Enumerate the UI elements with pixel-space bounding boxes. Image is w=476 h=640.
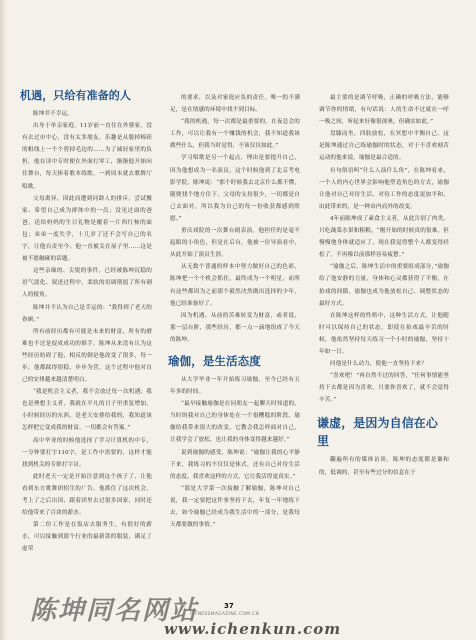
paragraph: “最早接触瑜伽是在同朋友一起聊天时知道的，当时的我对自己的身体处在一个很糟糕的阶段，瑜伽给我带来很大的改变，它教会我怎样面对自己，让我学会了放松，也让我的身体变得越来越好。” — [170, 401, 300, 444]
paragraph: 翻遍所有的媒体访谈，陈坤的态度都是谦和的，低调的，甚至有些过分的信息在于 — [319, 457, 449, 476]
section-heading-opportunity: 机遇，只给有准备的人 — [20, 89, 131, 102]
paragraph: 从无数个普通的样本中努力做好自己的色彩，陈坤把一个个机会抓住，最终成为一个明星，而所有这些都因为之前那个毅然决然做出选择的少年，他已经准备好了。 — [170, 264, 300, 307]
paragraph: 问他是什么动力，使他一直坚持下来？ — [330, 361, 427, 368]
paragraph: “我的机遇，每一次都是最重要的，在夜总会的工作，可以让我有一个赚钱的机会，我不知道我该做些什么，但我当时觉得，不该仅仅如此。” — [170, 119, 300, 150]
paragraph: 陈坤并不认为自己是幸运的：“我得到了老天的眷顾。” — [22, 304, 152, 323]
paragraph: 最主要的是调节呼吸，正确的呼吸方法，能够调节你的情绪，有句话说：人的生命不过就在一呼一吸之间，听起来好像很深奥，但确实如此。” — [319, 95, 449, 126]
paragraph: 第二份工作是在饭店去服务生，有很好的薪水，可以接触到那个行业的最新款的服装，满足了虚荣 — [22, 522, 152, 553]
paragraph: 从大学毕业一年开始练习瑜伽，至今已经有五年多的时间。 — [170, 376, 300, 396]
watermark-logo-text: 陈坤同名网站 — [30, 596, 199, 626]
paragraph: 这些亲缘的、尖锐的事件，已经被陈坤沉稳的语气淡化、叙述过程中，柔软的语调削弱了所有刺人的棱角。 — [22, 268, 152, 299]
column-1-body — [22, 108, 152, 555]
paragraph: 学习唱歌是另一个起点，理由是要提升自己，因为他想成为一名演员，这个时候他到了北京考电影学院，陈坤说：“那个时候我去北京什么都不懂，随便找个地方住下，父母的支持很少，一切都是自己去面对，所以我为自己的每一份收获都感到欣慰。” — [170, 155, 300, 222]
paragraph: 有句俗语叫“什么人演什么角”，在陈坤看来，一个人的内心世界会影响他塑造角色的方式，瑜伽让他对自己对待生活、对待工作的态度更加平和，由此带来的，是一种由内而外的改变。 — [319, 167, 449, 210]
paragraph: 所有前经历都有可能是未来的财富，所有的磨难也不过是促成成功的推手。陈坤从来没有认为这些经历妨碍了他，相反的倒是他改变了很多，每一步，他都踩得很稳，步步为营，这个过程中他对自己的安排越来越清楚明白。 — [22, 328, 152, 384]
paragraph: 的要求，以及对家庭应负的责任。唯一的不满足，是在情感的环境中找不到目标。 — [170, 95, 300, 114]
paragraph: 盘膝而坐，四肢放松，在冥想中平衡自己。这是陈坤通过自己练瑜伽时的状态，对于不喜欢刻苦运动的他来说，瑜伽是最合适的。 — [319, 131, 449, 162]
paragraph: 此时老天一定是开始注意到这个孩子了，让他看到东方歌舞团招生的广告。他抓住了这次机会，考上了之后出国，跟着团里去过很多国家，同时还给他带来了百块的薪水。 — [22, 473, 152, 517]
paragraph: 陈坤并不幸运。 — [33, 111, 73, 117]
section-heading-yoga: 瑜伽，是生活态度 — [168, 353, 261, 368]
paragraph: “喜欢吧！”再自然不过的回答，“任何事情能坚持下去都是因为喜欢，只要你喜欢了，就不会觉得辛苦。” — [319, 373, 449, 404]
paragraph: 4年前陈坤成了素食主义者，从此告别了肉类，只吃蔬菜水果和粗粮。“刚开始的时候真的很难，但慢慢地身体就适应了，现在我觉得整个人都变得轻松了，不再像以前那样容易疲惫。” — [319, 215, 449, 259]
paragraph: 重庆戏院的一次舞台剧表演，他担任的是毫不起眼的小角色，但是在后台，他被一位导演看中，从此开始了演员生涯。 — [170, 228, 300, 259]
column-1 — [22, 88, 152, 555]
paragraph: 父母离异，因此而遭到同龄人的排斥，尝试搬家、希望自己成为群体中的一员；没见过面的爸爸，送给妈妈的生日礼物是覆着一片西红柿的面包；弟弟一度失学，十几岁了还不会写自己的名字，让他自责至今；他一直被关在屋子里……这是被不愿触碰的话题。 — [22, 195, 152, 263]
paragraph: 高中毕业的时候他选择了学习计算机的中专，一分钟要打字110字，是工作中需要的，这样才能找到机关的专职打字员。 — [22, 437, 152, 468]
paragraph: “瑜伽之后，陈坤生活中的重要组成部分，”瑜伽给了他安静的力量，身体和心灵都获得了平衡，在拍戏的间隙，瑜伽也成为他放松自己、调整状态的最好方式。 — [319, 264, 449, 307]
page-number: 37 — [224, 602, 234, 610]
paragraph: 在陈坤这样的性格中，这种生活方式，让他随时可以保持自己的状态，即使在拍戏最辛苦的时候，他依然坚持每天练习一个小时的瑜伽，坚持十年如一日。 — [319, 312, 449, 355]
paragraph: “我是机会主义者，我不会放过每一次机遇；我也是理想主义者，我就在平凡的日子里重复增加，小时候经历的东西，是老天安排给我的，我知道该怎样把它变成我的财富，一切都会有答案。” — [22, 389, 152, 432]
watermark-url: www.ichenkun.com — [164, 620, 342, 638]
paragraph: 出身于单亲家庭，11岁前一直住在外婆家，没有去过市中心，没有太多朋友，乐趣是从脱掉棉袄的粗线上一个个剪掉毛边的……为了减轻家里的负担，他在读中专时便在外面打零工，渐渐他开始向往舞台，每天捧着歌本练歌，一到周末就去歌舞厅唱歌。 — [22, 123, 152, 190]
page-fold-shadow — [0, 0, 6, 640]
footer-site: FITNESSMAGAZINE.COM.CN — [190, 612, 260, 617]
column-2 — [170, 92, 300, 531]
column-2-body-top — [170, 92, 300, 346]
column-3-body-bottom — [319, 454, 449, 478]
paragraph: 因为机遇，从前的苦难转变为财富，或者说，那一层台阶，那些经历，都一点一滴地组成了今天的陈坤。 — [170, 312, 300, 343]
paragraph: “那是大学第一次接触了解瑜伽，陈坤对自己说，我一定要把这件事坚持下去，年复一年地练下去，如今瑜伽已经成为我生活中的一部分，是我每天都要做的事情。” — [170, 485, 300, 529]
paragraph: 说到瑜伽的感受，陈坤说：“瑜伽让我的心平静下来，我练习的不仅仅是体式，还有自己对待生活的态度，我喜欢这样的方式，它让我活得更真实。” — [170, 449, 300, 480]
column-3-body-top — [319, 92, 449, 406]
column-3 — [319, 92, 449, 479]
section-heading-modesty: 谦虚，是因为自信在心里 — [317, 416, 439, 449]
column-2-body-bottom — [170, 374, 300, 531]
